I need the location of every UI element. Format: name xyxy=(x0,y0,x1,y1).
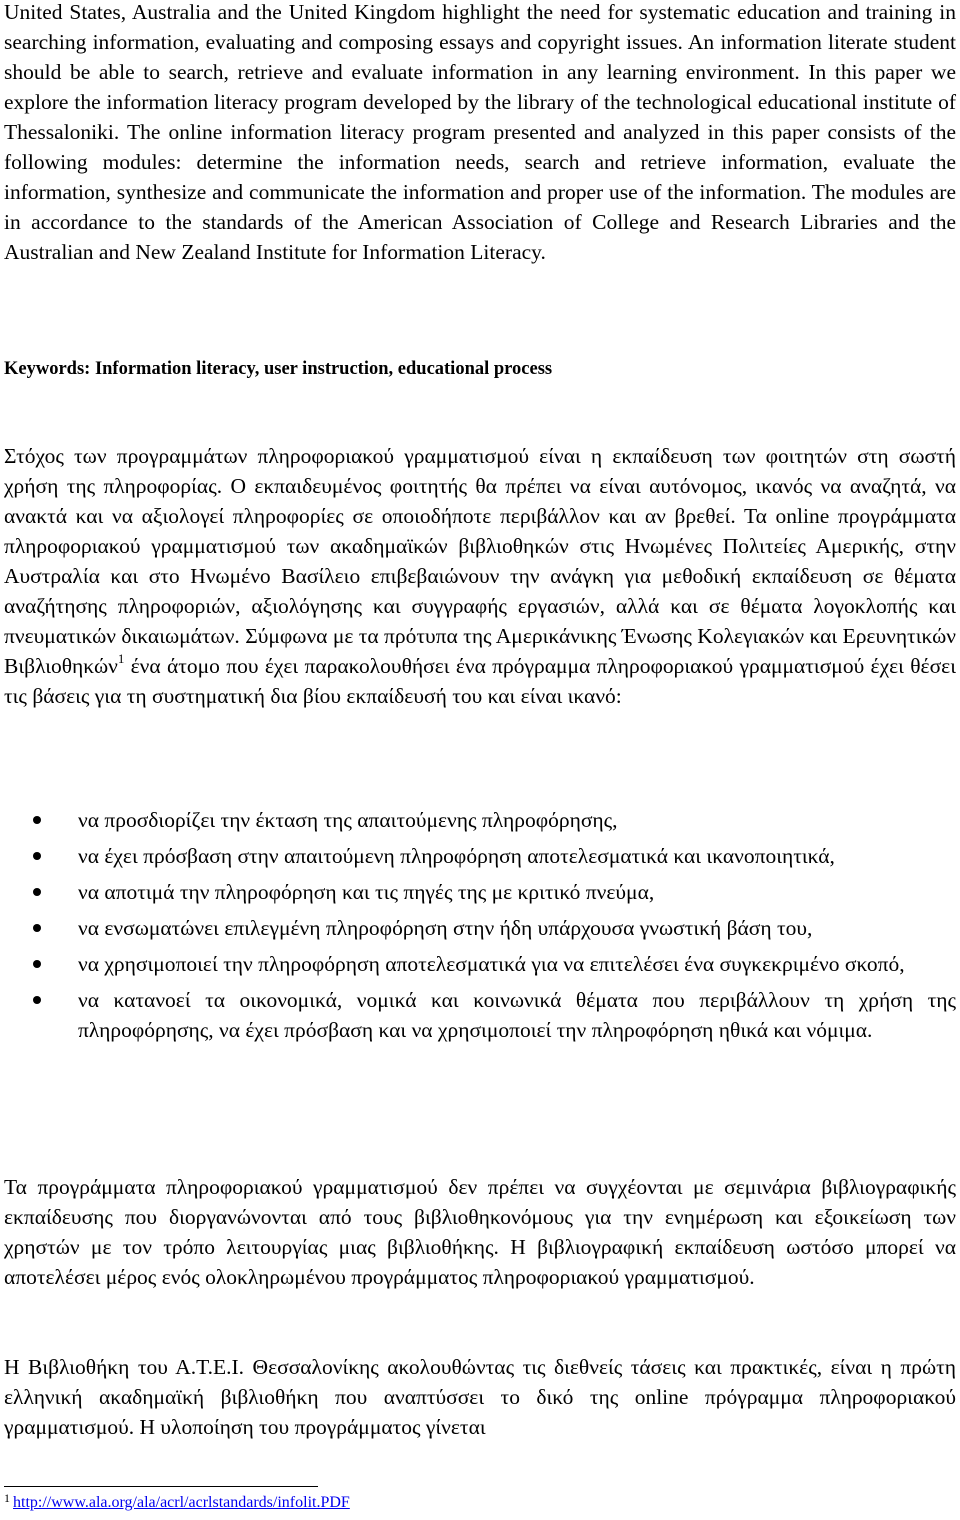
intro-text-part-2: ένα άτομο που έχει παρακολουθήσει ένα πρόγραμμα πληροφοριακού γραμματισμού έχει θέσει τις βάσεις για τη συστηματική δια βίου εκπαίδευσή του και είναι ικανό: xyxy=(4,654,956,708)
list-item-text: να κατανοεί τα οικονομικά, νομικά και κοινωνικά θέματα που περιβάλλουν τη χρήση της πληροφόρησης, να έχει πρόσβαση και να χρησιμοποιεί την πληροφόρηση ηθικά και νόμιμα. xyxy=(78,988,956,1042)
bibliographic-instruction-paragraph: Τα προγράμματα πληροφοριακού γραμματισμού δεν πρέπει να συγχέονται με σεμινάρια βιβλιογραφικής εκπαίδευσης που διοργανώνονται από τους βιβλιοθηκονόμους για την ενημέρωση και εξοικείωση των χρηστών με τον τρόπο λειτουργίας μιας βιβλιοθήκης. Η βιβλιογραφική εκπαίδευση ωστόσο μπορεί να αποτελέσει μέρος ενός ολοκληρωμένου προγράμματος πληροφοριακού γραμματισμού. xyxy=(4,1175,956,1289)
list-item xyxy=(0,949,956,979)
footnote-reference[interactable]: 1 xyxy=(117,650,125,666)
bullet-icon xyxy=(33,852,41,860)
footnote-link[interactable]: http://www.ala.org/ala/acrl/acrlstandards/infolit.PDF xyxy=(13,1494,350,1511)
footnote xyxy=(4,1493,350,1513)
abstract-paragraph: United States, Australia and the United Kingdom highlight the need for systematic education and training in searching information, evaluating and composing essays and copyright issues. An information literate student should be able to search, retrieve and evaluate information in any learning environment. In this paper we explore the information literacy program developed by the library of the technological educational institute of Thessaloniki. The online information literacy program presented and analyzed in this paper consists of the following modules: determine the information needs, search and retrieve information, evaluate the information, synthesize and communicate the information and proper use of the information. The modules are in accordance to the standards of the American Association of College and Research Libraries and the Australian and New Zealand Institute for Information Literacy. xyxy=(4,0,956,264)
bullet-icon xyxy=(33,888,41,896)
footnote-number: 1 xyxy=(4,1491,10,1505)
bullet-icon xyxy=(33,816,41,824)
intro-paragraph-greek xyxy=(4,441,956,711)
list-item xyxy=(0,913,956,943)
bullet-icon xyxy=(33,996,41,1004)
bullet-icon xyxy=(33,960,41,968)
list-item xyxy=(0,877,956,907)
intro-text-part-1: Στόχος των προγραμμάτων πληροφοριακού γραμματισμού είναι η εκπαίδευση των φοιτητών στη σωστή χρήση της πληροφορίας. Ο εκπαιδευμένος φοιτητής θα πρέπει να είναι αυτόνομος, ικανός να αναζητά, να ανακτά και να αξιολογεί πληροφορίες σε οποιοδήποτε περιβάλλον και αν βρεθεί. Τα online προγράμματα πληροφοριακού γραμματισμού των ακαδημαϊκών βιβλιοθηκών στις Ηνωμένες Πολιτείες Αμερικής, στην Αυστραλία και στο Ηνωμένο Βασίλειο επιβεβαιώνουν την ανάγκη για μεθοδική εκπαίδευση σε θέματα αναζήτησης πληροφοριών, αξιολόγησης και συγγραφής εργασιών, αλλά και σε θέματα λογοκλοπής και πνευματικών δικαιωμάτων. Σύμφωνα με τα πρότυπα της Αμερικάνικης Ένωσης Κολεγιακών και Ερευνητικών Βιβλιοθηκών xyxy=(4,444,956,678)
list-item-text: να προσδιορίζει την έκταση της απαιτούμενης πληροφόρησης, xyxy=(78,808,618,832)
list-item-text: να αποτιμά την πληροφόρηση και τις πηγές της με κριτικό πνεύμα, xyxy=(78,880,655,904)
list-item-text: να χρησιμοποιεί την πληροφόρηση αποτελεσματικά για να επιτελέσει ένα συγκεκριμένο σκοπό, xyxy=(78,952,905,976)
competencies-list xyxy=(0,805,956,1045)
library-program-paragraph: Η Βιβλιοθήκη του Α.Τ.Ε.Ι. Θεσσαλονίκης ακολουθώντας τις διεθνείς τάσεις και πρακτικές, είναι η πρώτη ελληνική ακαδημαϊκή βιβλιοθήκη που αναπτύσσει το δικό της online πρόγραμμα πληροφοριακού γραμματισμού. Η υλοποίηση του προγράμματος γίνεται xyxy=(4,1355,956,1439)
list-item xyxy=(0,841,956,871)
list-item xyxy=(0,985,956,1045)
keywords-line: Keywords: Information literacy, user instruction, educational process xyxy=(4,359,553,379)
bullet-icon xyxy=(33,924,41,932)
list-item-text: να ενσωματώνει επιλεγμένη πληροφόρηση στην ήδη υπάρχουσα γνωστική βάση του, xyxy=(78,916,813,940)
footnote-divider xyxy=(4,1486,318,1487)
list-item-text: να έχει πρόσβαση στην απαιτούμενη πληροφόρηση αποτελεσματικά και ικανοποιητικά, xyxy=(78,844,835,868)
list-item xyxy=(0,805,956,835)
